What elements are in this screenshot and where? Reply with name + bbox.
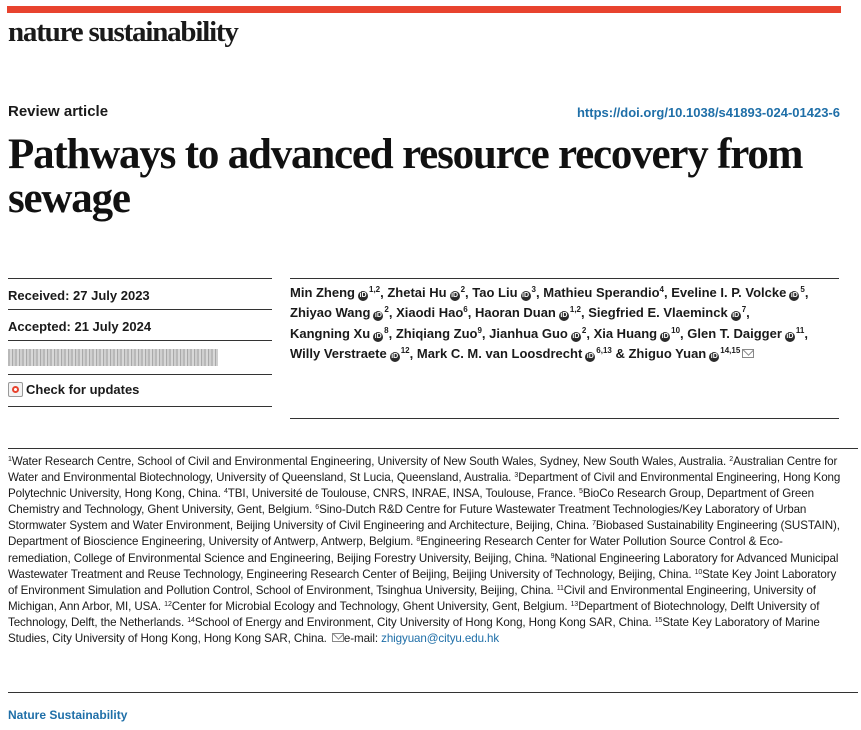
meta-divider	[8, 374, 272, 375]
affiliations-divider	[8, 448, 858, 449]
affiliation-number: 11	[556, 584, 564, 592]
doi-link[interactable]: https://doi.org/10.1038/s41893-024-01423-6	[576, 105, 840, 120]
author[interactable]	[475, 305, 581, 320]
author-affiliation-ref: 4	[659, 285, 664, 294]
author-name: Glen T. Daigger	[687, 325, 782, 341]
author[interactable]	[417, 346, 612, 361]
affiliation-text: Water Research Centre, School of Civil and Environmental Engineering, University of New South Wales, Sydney, New South Wales, Australia.	[11, 455, 730, 468]
author-name: Willy Verstraete	[290, 346, 387, 362]
author-name: Zhiguo Yuan	[628, 346, 707, 362]
affiliation-text: Department of Civil and Environmental Engineering, Hong Kong Polytechnic University, Hong Kong, China.	[8, 471, 841, 501]
author-name: Siegfried E. Vlaeminck	[588, 305, 728, 321]
author-affiliation-ref: 5	[800, 285, 805, 294]
meta-divider-bottom	[8, 406, 272, 407]
author-list: Min Zheng iD$^{1,2}$, Zhetai Hu $iD^2$, Tao Liu $iD^3$, Mathieu Sperandio$^4$, Eveline I. P. Volcke $iD^5$, Zhiyao Wang $iD^2$, Xiaodi Hao$^6$, Haoran Duan iD$^{1,2}$, Siegfried E. Vlaeminck $iD^7$, Kangning Xu $iD^8$, Zhiqiang Zuo$^9$, Jianhua Guo $iD^2$, Xia Huang $iD^{10}$, Glen T. Daigger $iD^{11}$, Willy Verstraete $iD^{12}$, Mark C. M. van Loosdrecht iD$^{6,13}$ & Zhiguo Yuan iD$^{14,15}$	[290, 285, 809, 362]
authors-divider-top	[290, 278, 839, 279]
accepted-date: Accepted: 21 July 2024	[8, 319, 152, 334]
affiliation-number: 2	[729, 456, 734, 463]
author-name: Zhetai Hu	[387, 285, 447, 300]
journal-color-bar	[7, 6, 841, 13]
orcid-icon[interactable]: iD	[586, 353, 594, 361]
affiliation-text: Engineering Research Center for Water Pollution Source Control & Eco-remediation, College of Environmental Science and Engineering, Beijing Forestry University, Beijing, China.	[8, 535, 783, 565]
affiliation-number: 8	[416, 536, 421, 544]
affiliations	[8, 454, 843, 647]
author[interactable]	[290, 326, 389, 341]
affiliation-text: State Key Joint Laboratory of Environment Simulation and Pollution Control, School of Environment, Tsinghua University, Beijing, China.	[8, 567, 837, 597]
received-date: Received: 27 July 2023	[8, 288, 150, 303]
author-affiliation-ref: 3	[531, 285, 536, 294]
orcid-icon[interactable]: iD	[359, 292, 367, 299]
affiliation-number: 10	[694, 568, 703, 576]
author-name: Xia Huang	[593, 325, 658, 341]
footer-journal-name[interactable]: Nature Sustainability	[8, 708, 128, 722]
author-affiliation-ref: 1,2	[569, 305, 581, 315]
orcid-icon[interactable]: iD	[522, 292, 530, 299]
affiliation-text: Australian Centre for Water and Environmental Biotechnology, University of Queensland, St Lucia, Queensland, Australia.	[8, 455, 838, 485]
author-affiliation-ref: 6	[463, 305, 468, 315]
author[interactable]	[687, 326, 804, 341]
orcid-icon[interactable]: iD	[374, 332, 382, 340]
author[interactable]	[396, 326, 482, 341]
orcid-icon[interactable]: iD	[451, 292, 459, 299]
author-affiliation-ref: 10	[671, 325, 681, 335]
email-link[interactable]: zhigyuan@cityu.edu.hk	[381, 632, 500, 646]
author-affiliation-ref: 6,13	[596, 346, 612, 356]
article-type: Review article	[8, 103, 109, 120]
email-label: e-mail:	[343, 632, 382, 646]
affiliation-number: 15	[654, 616, 663, 624]
author-affiliation-ref: 14,15	[720, 346, 741, 356]
check-for-updates-label: Check for updates	[26, 382, 140, 397]
author[interactable]	[290, 305, 389, 320]
orcid-icon[interactable]: iD	[786, 332, 794, 340]
author-affiliation-ref: 9	[477, 325, 482, 335]
author[interactable]	[387, 285, 465, 300]
author-affiliation-ref: 12	[400, 346, 410, 356]
check-for-updates-button[interactable]	[8, 382, 139, 397]
orcid-icon[interactable]: iD	[732, 312, 740, 320]
authors-divider-bottom	[290, 418, 839, 419]
meta-divider	[8, 309, 272, 310]
meta-divider-top	[8, 278, 272, 279]
affiliation-text: National Engineering Laboratory for Advanced Municipal Wastewater Treatment and Reuse Technology, Engineering Research Center of Beijing, Beijing University of Technology, Beijing, China.	[8, 551, 839, 581]
author-name: Jianhua Guo	[489, 325, 568, 341]
affiliation-number: 6	[315, 504, 320, 512]
author-name: Eveline I. P. Volcke	[671, 285, 787, 300]
author-name: Zhiqiang Zuo	[395, 325, 478, 341]
author-name: Min Zheng	[290, 285, 355, 300]
author-name: Kangning Xu	[290, 325, 371, 341]
author[interactable]	[671, 285, 805, 300]
meta-divider	[8, 340, 272, 341]
author[interactable]	[489, 326, 586, 341]
orcid-icon[interactable]: iD	[391, 353, 399, 361]
author-name: Zhiyao Wang	[290, 305, 371, 321]
author-name: Xiaodi Hao	[396, 305, 464, 321]
affiliation-number: 3	[514, 472, 519, 480]
orcid-icon[interactable]: iD	[374, 312, 382, 320]
affiliation-number: 13	[570, 600, 579, 608]
orcid-icon[interactable]: iD	[560, 312, 568, 320]
affiliation-number: 12	[164, 600, 172, 608]
affiliation-number: 14	[187, 616, 195, 624]
affiliation-text: BioCo Research Group, Department of Green Chemistry and Technology, Ghent University, Gent, Belgium.	[8, 487, 814, 517]
author[interactable]	[396, 305, 468, 320]
journal-logo[interactable]: nature sustainability	[8, 16, 238, 48]
check-for-updates-icon	[8, 382, 23, 397]
author-name: Mark C. M. van Loosdrecht	[416, 346, 583, 362]
affiliation-text: Center for Microbial Ecology and Technology, Ghent University, Gent, Belgium.	[171, 599, 571, 613]
affiliation-number: 5	[579, 488, 583, 496]
author-affiliation-ref: 1,2	[369, 285, 381, 294]
affiliation-number: 4	[223, 488, 228, 496]
orcid-icon[interactable]: iD	[572, 332, 580, 340]
author[interactable]	[290, 346, 410, 361]
author-affiliation-ref: 2	[384, 305, 389, 315]
author-name: Haoran Duan	[474, 305, 556, 321]
article-title: Pathways to advanced resource recovery from sewage	[8, 131, 803, 222]
affiliation-text: Sino-Dutch R&D Centre for Future Wastewater Treatment Technologies/Key Laboratory of Urban Stormwater System and Water Environment, Beijing University of Civil Engineering and Architecture, Beijing, China.	[8, 503, 807, 533]
orcid-icon[interactable]: iD	[661, 332, 669, 340]
orcid-icon[interactable]: iD	[790, 292, 798, 299]
affiliation-number: 7	[592, 520, 596, 528]
author[interactable]	[594, 326, 680, 341]
author-affiliation-ref: 2	[460, 285, 466, 294]
author-affiliation-ref: 7	[741, 305, 747, 315]
author-affiliation-ref: 11	[795, 325, 805, 335]
author[interactable]	[588, 305, 746, 320]
author-name: Mathieu Sperandio	[543, 285, 660, 300]
affiliation-text: TBI, Université de Toulouse, CNRS, INRAE, INSA, Toulouse, France.	[227, 487, 580, 501]
redacted-date	[8, 349, 218, 366]
email-icon[interactable]	[742, 349, 754, 358]
author-affiliation-ref: 8	[384, 325, 389, 335]
author[interactable]	[290, 285, 380, 300]
affiliation-text: Department of Biotechnology, Delft University of Technology, Delft, the Netherlands.	[8, 599, 820, 629]
affiliation-number: 9	[550, 552, 555, 560]
author[interactable]	[472, 285, 536, 300]
email-icon	[332, 633, 344, 642]
author-affiliation-ref: 2	[581, 325, 587, 335]
affiliation-text: State Key Laboratory of Marine Studies, City University of Hong Kong, Hong Kong SAR, China.	[8, 615, 820, 646]
affiliation-number: 1	[8, 456, 12, 463]
orcid-icon[interactable]: iD	[710, 353, 718, 361]
affiliation-text: School of Energy and Environment, City University of Hong Kong, Hong Kong SAR, China.	[194, 615, 655, 629]
author-name: Tao Liu	[472, 285, 518, 300]
author[interactable]	[543, 285, 664, 300]
affiliation-text: Biobased Sustainability Engineering (SUSTAIN), Department of Bioscience Engineering, University of Antwerp, Antwerp, Belgium.	[8, 519, 840, 549]
footer-divider	[8, 692, 858, 693]
affiliation-text: Civil and Environmental Engineering, University of Michigan, Ann Arbor, MI, USA.	[8, 583, 816, 613]
author[interactable]	[628, 346, 754, 361]
